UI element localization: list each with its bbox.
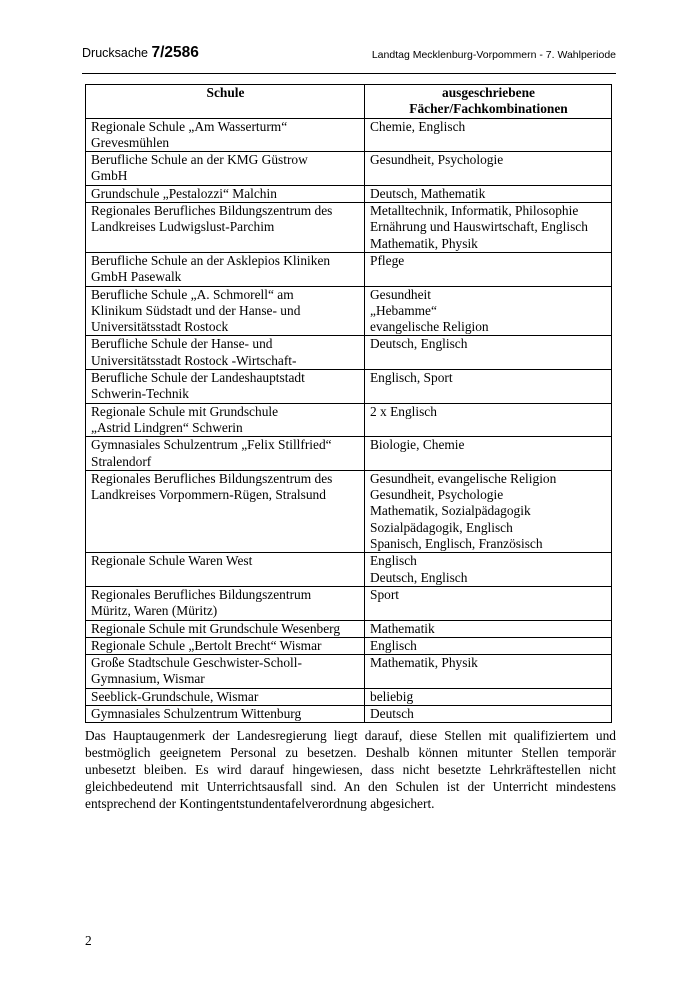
table-row xyxy=(86,118,612,152)
table-row xyxy=(86,705,612,722)
subjects-cell xyxy=(365,336,612,370)
school-cell-line: GmbH xyxy=(91,168,128,184)
subjects-cell-line: Englisch xyxy=(370,637,417,653)
subjects-cell-line: Mathematik xyxy=(370,620,435,636)
school-cell-line: Grevesmühlen xyxy=(91,134,170,150)
school-cell xyxy=(86,286,365,336)
subjects-cell-line: Gesundheit xyxy=(370,286,431,302)
subjects-cell xyxy=(365,185,612,202)
subjects-cell xyxy=(365,252,612,286)
column-header-subjects: ausgeschriebene Fächer/Fachkombinationen xyxy=(365,85,612,119)
subjects-cell-line: Pflege xyxy=(370,252,405,268)
school-cell xyxy=(86,152,365,186)
school-cell-line: Universitätsstadt Rostock xyxy=(91,319,229,335)
subjects-cell xyxy=(365,437,612,471)
school-cell xyxy=(86,370,365,404)
table-row xyxy=(86,688,612,705)
subjects-cell-line: Mathematik, Sozialpädagogik xyxy=(370,503,531,519)
school-cell xyxy=(86,252,365,286)
school-cell-line: Berufliche Schule der Hanse- und xyxy=(91,336,273,352)
subjects-cell xyxy=(365,403,612,437)
subjects-cell-line: 2 x Englisch xyxy=(370,403,437,419)
schools-table xyxy=(85,84,612,723)
subjects-cell-line: Mathematik, Physik xyxy=(370,655,478,671)
body-paragraph: Das Hauptaugenmerk der Landesregierung liegt darauf, diese Stellen mit qualifiziertem und bestmöglich geeignetem Personal zu besetzen. Deshalb können mitunter Stellen temporär unbesetzt bleiben. Es wird darauf hingewiesen, dass nicht besetzte Lehrkräftestellen nicht gleichbedeutend mit Unterrichtsausfall sind. An den Schulen ist der Unterricht mindestens entsprechend der Kontingentstundentafelverordnung abgesichert. xyxy=(85,728,616,811)
school-cell xyxy=(86,637,365,654)
school-cell-line: Berufliche Schule der Landeshauptstadt xyxy=(91,370,305,386)
school-cell-line: Regionale Schule Waren West xyxy=(91,553,253,569)
column-header-school: Schule xyxy=(86,85,365,119)
subjects-cell-line: Mathematik, Physik xyxy=(370,235,478,251)
page-number: 2 xyxy=(85,933,92,948)
school-cell-line: GmbH Pasewalk xyxy=(91,269,182,285)
subjects-cell xyxy=(365,203,612,253)
school-cell-line: Grundschule „Pestalozzi“ Malchin xyxy=(91,185,277,201)
school-cell xyxy=(86,655,365,689)
subjects-cell-line: „Hebamme“ xyxy=(370,302,437,318)
header-divider xyxy=(82,73,616,74)
table-row xyxy=(86,286,612,336)
school-cell xyxy=(86,403,365,437)
school-cell xyxy=(86,336,365,370)
subjects-cell-line: Deutsch, Englisch xyxy=(370,569,468,585)
table-row xyxy=(86,252,612,286)
school-cell-line: Seeblick-Grundschule, Wismar xyxy=(91,688,259,704)
school-cell-line: Gymnasiales Schulzentrum „Felix Stillfried“ xyxy=(91,437,332,453)
school-cell xyxy=(86,688,365,705)
table-row xyxy=(86,637,612,654)
school-cell-line: Berufliche Schule „A. Schmorell“ am xyxy=(91,286,294,302)
table-row xyxy=(86,655,612,689)
table-row xyxy=(86,185,612,202)
table-row xyxy=(86,553,612,587)
subjects-cell-line: Gesundheit, Psychologie xyxy=(370,152,504,168)
parliament-label: Landtag Mecklenburg-Vorpommern - 7. Wahlperiode xyxy=(371,49,616,61)
school-cell xyxy=(86,437,365,471)
school-cell-line: Regionale Schule mit Grundschule Wesenberg xyxy=(91,620,341,636)
school-cell xyxy=(86,705,365,722)
school-cell-line: „Astrid Lindgren“ Schwerin xyxy=(91,419,243,435)
table-body xyxy=(86,118,612,723)
subjects-cell-line: Sport xyxy=(370,586,400,602)
school-cell-line: Gymnasium, Wismar xyxy=(91,671,205,687)
school-cell-line: Große Stadtschule Geschwister-Scholl- xyxy=(91,655,302,671)
table-row xyxy=(86,370,612,404)
school-cell xyxy=(86,620,365,637)
school-cell-line: Regionales Berufliches Bildungszentrum xyxy=(91,586,312,602)
subjects-cell xyxy=(365,655,612,689)
school-cell-line: Regionale Schule mit Grundschule xyxy=(91,403,279,419)
table-row xyxy=(86,336,612,370)
school-cell xyxy=(86,203,365,253)
subjects-cell-line: beliebig xyxy=(370,688,414,704)
subjects-cell xyxy=(365,637,612,654)
subjects-cell-line: Deutsch, Englisch xyxy=(370,336,468,352)
subjects-cell xyxy=(365,705,612,722)
subjects-cell xyxy=(365,620,612,637)
school-cell-line: Berufliche Schule an der KMG Güstrow xyxy=(91,152,308,168)
subjects-cell xyxy=(365,286,612,336)
school-cell-line: Gymnasiales Schulzentrum Wittenburg xyxy=(91,705,302,721)
school-cell xyxy=(86,118,365,152)
subjects-cell-line: Spanisch, Englisch, Französisch xyxy=(370,536,543,552)
page-header xyxy=(82,42,616,64)
table-header-row xyxy=(86,85,612,119)
subjects-cell xyxy=(365,470,612,552)
school-cell xyxy=(86,185,365,202)
school-cell-line: Stralendorf xyxy=(91,453,152,469)
subjects-cell xyxy=(365,586,612,620)
subjects-cell xyxy=(365,553,612,587)
subjects-cell-line: Chemie, Englisch xyxy=(370,118,466,134)
subjects-cell-line: Biologie, Chemie xyxy=(370,437,465,453)
subjects-cell xyxy=(365,370,612,404)
subjects-cell-line: evangelische Religion xyxy=(370,319,489,335)
subjects-cell xyxy=(365,118,612,152)
school-cell-line: Landkreises Ludwigslust-Parchim xyxy=(91,219,275,235)
table-row xyxy=(86,470,612,552)
table-row xyxy=(86,437,612,471)
school-cell-line: Regionale Schule „Bertolt Brecht“ Wismar xyxy=(91,637,322,653)
subjects-cell-line: Gesundheit, evangelische Religion xyxy=(370,470,557,486)
subjects-cell-line: Ernährung und Hauswirtschaft, Englisch xyxy=(370,219,588,235)
subjects-cell-line: Gesundheit, Psychologie xyxy=(370,487,504,503)
subjects-cell-line: Englisch, Sport xyxy=(370,370,453,386)
school-cell-line: Klinikum Südstadt und der Hanse- und xyxy=(91,302,301,318)
subjects-cell-line: Sozialpädagogik, Englisch xyxy=(370,519,513,535)
school-cell xyxy=(86,586,365,620)
subjects-cell xyxy=(365,152,612,186)
school-cell-line: Schwerin-Technik xyxy=(91,386,189,402)
school-cell-line: Berufliche Schule an der Asklepios Kliniken xyxy=(91,252,331,268)
table-row xyxy=(86,203,612,253)
subjects-cell-line: Englisch xyxy=(370,553,417,569)
school-cell-line: Regionales Berufliches Bildungszentrum des xyxy=(91,203,333,219)
table-row xyxy=(86,152,612,186)
subjects-cell-line: Deutsch, Mathematik xyxy=(370,185,486,201)
school-cell-line: Regionale Schule „Am Wasserturm“ xyxy=(91,118,288,134)
school-cell-line: Regionales Berufliches Bildungszentrum des xyxy=(91,470,333,486)
subjects-cell-line: Deutsch xyxy=(370,705,414,721)
school-cell-line: Universitätsstadt Rostock -Wirtschaft- xyxy=(91,352,297,368)
school-cell xyxy=(86,553,365,587)
document-number: Drucksache 7/2586 xyxy=(82,44,199,61)
subjects-cell xyxy=(365,688,612,705)
school-cell-line: Landkreises Vorpommern-Rügen, Stralsund xyxy=(91,487,326,503)
table-row xyxy=(86,403,612,437)
school-cell-line: Müritz, Waren (Müritz) xyxy=(91,603,218,619)
table-row xyxy=(86,586,612,620)
table-row xyxy=(86,620,612,637)
school-cell xyxy=(86,470,365,552)
subjects-cell-line: Metalltechnik, Informatik, Philosophie xyxy=(370,203,579,219)
